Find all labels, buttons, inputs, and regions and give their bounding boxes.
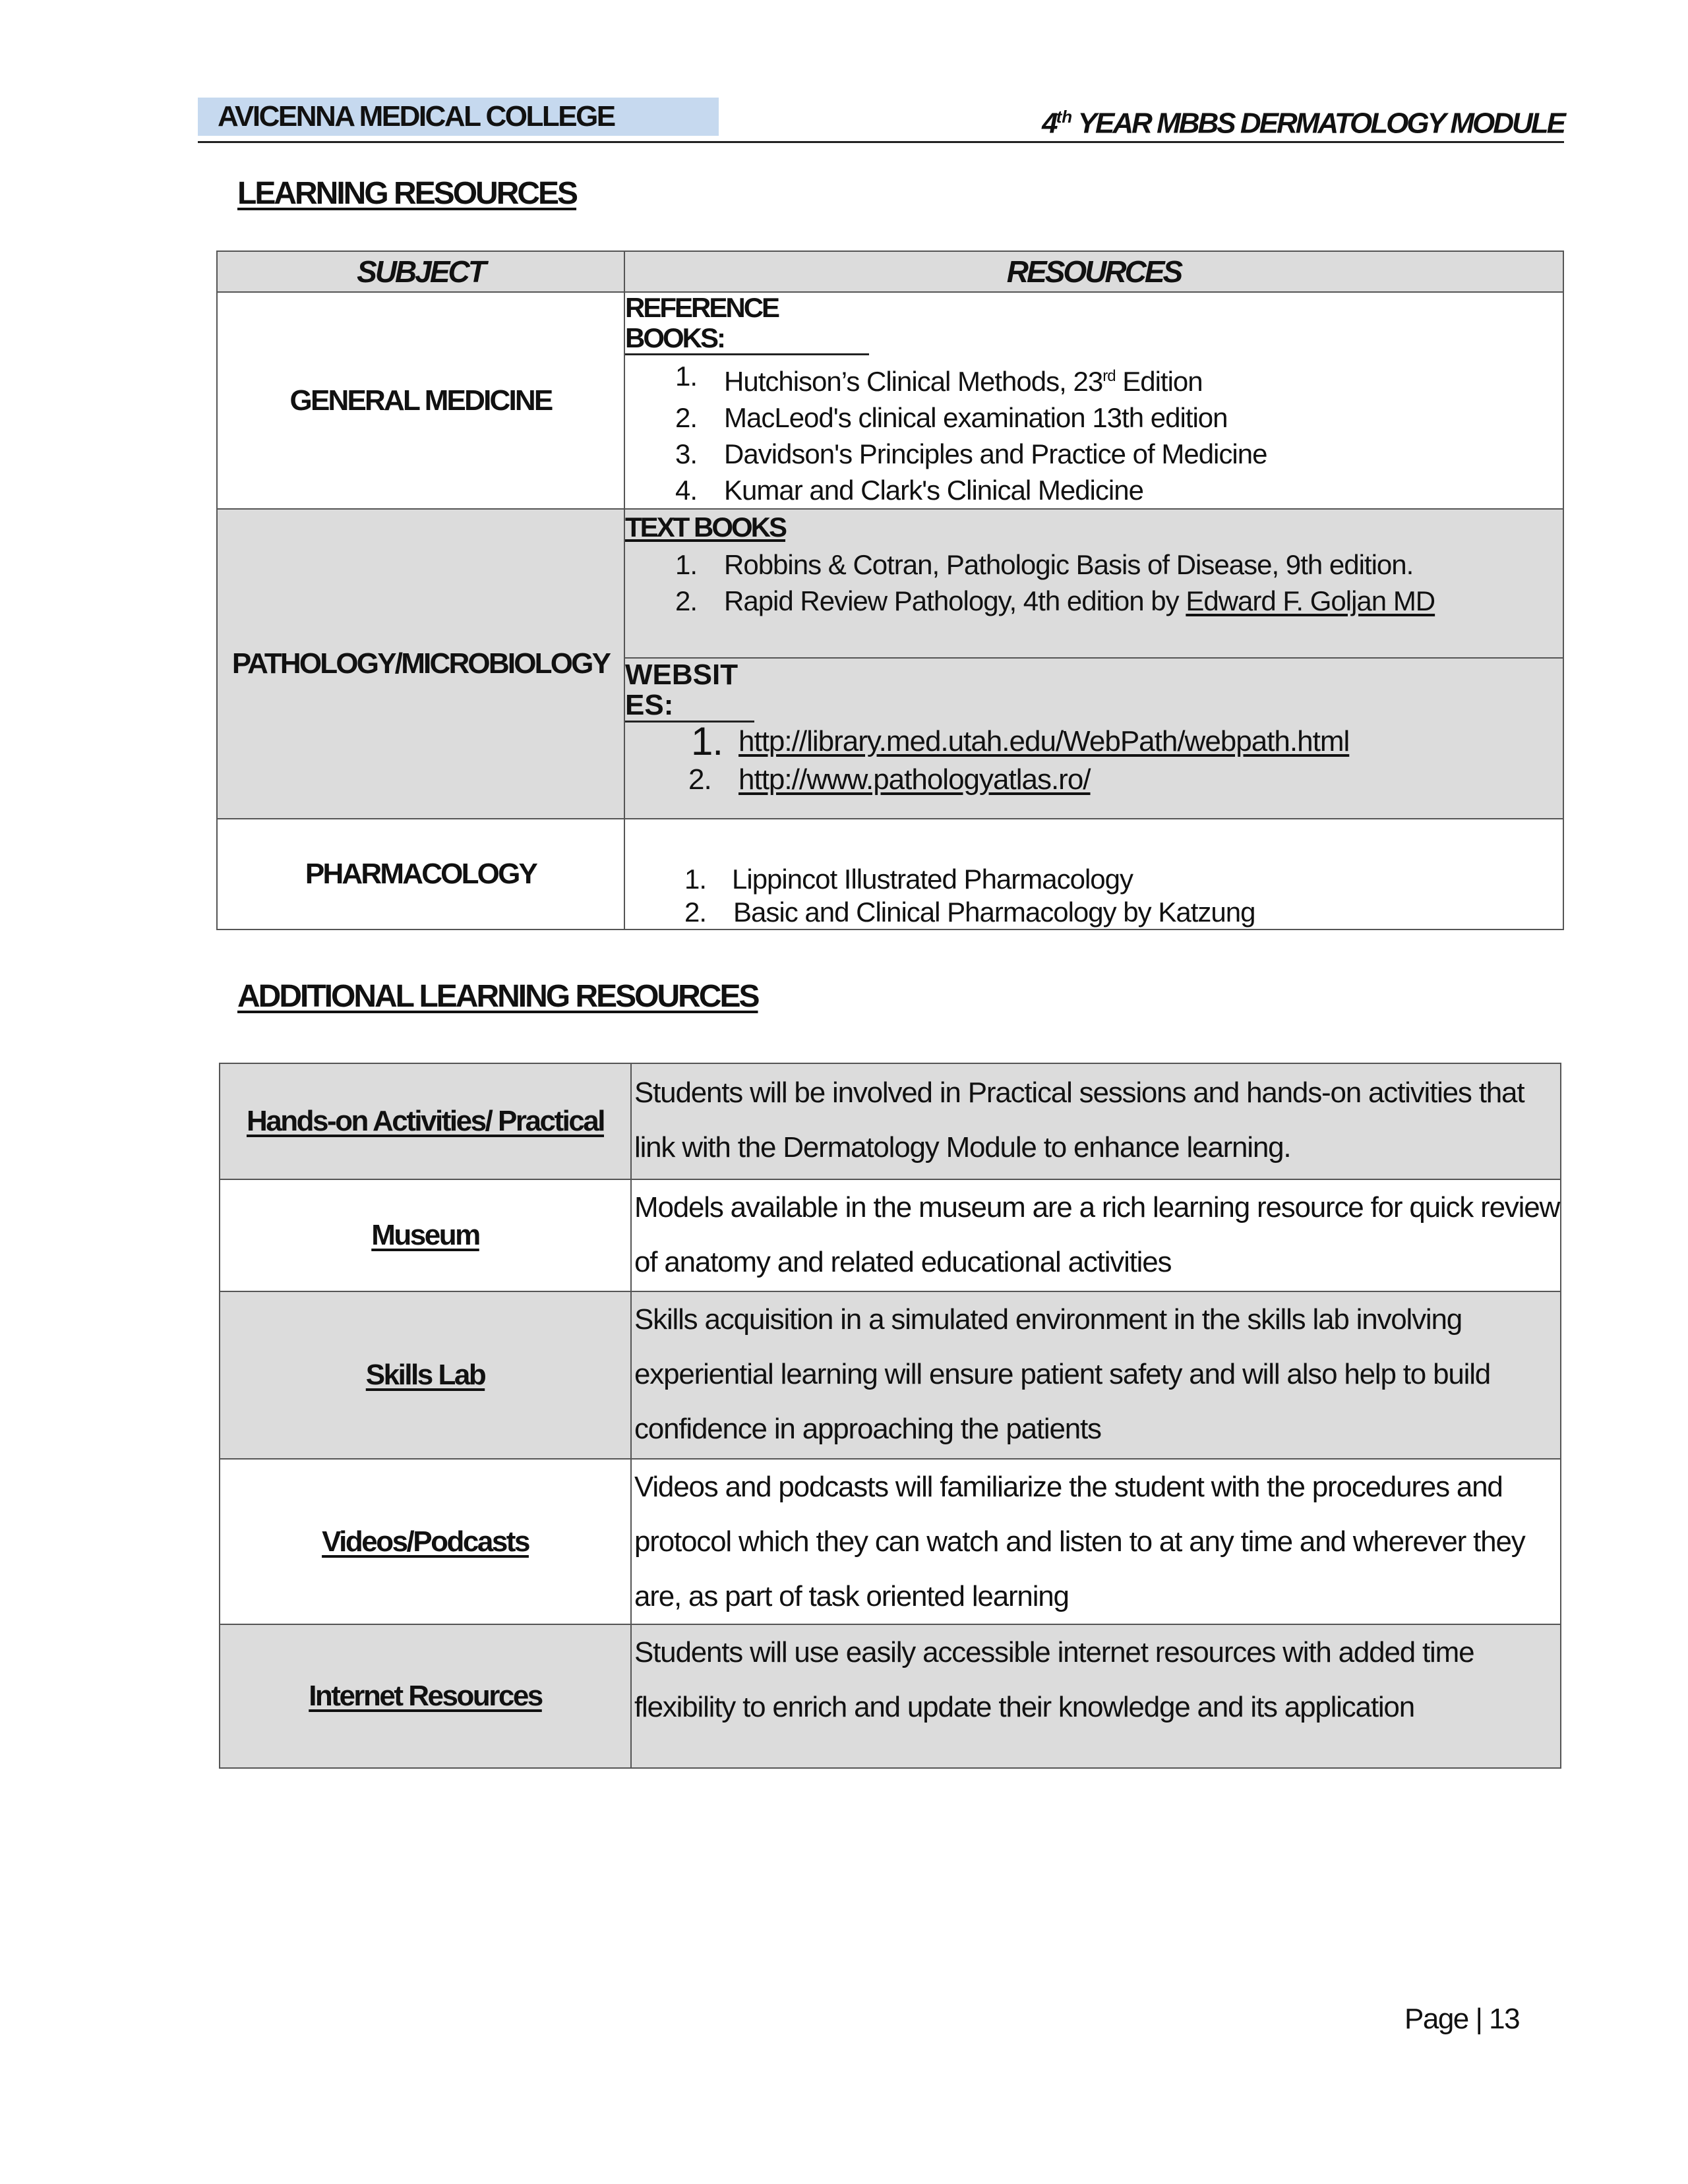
resources-column-header: RESOURCES [624,251,1563,292]
subject-pharmacology: PHARMACOLOGY [217,819,624,930]
learning-resources-title: LEARNING RESOURCES [237,176,577,211]
table-row [220,1063,1561,1179]
list-item: 2. MacLeod's clinical examination 13th edition [675,402,1228,433]
websites-list [625,719,1563,799]
list-item: 2. Basic and Clinical Pharmacology by Katzung [684,897,1255,928]
resources-pathology-textbooks [624,509,1563,658]
activity-name: Internet Resources [220,1624,631,1768]
list-item: 3. Davidson's Principles and Practice of Medicine [675,438,1267,469]
author-link[interactable]: Edward F. Goljan MD [1186,585,1435,616]
resources-pharmacology [624,819,1563,930]
activity-description: Students will use easily accessible internet resources with added time flexibility to enrich and update their knowledge and its application [631,1624,1561,1768]
resources-general-medicine [624,292,1563,509]
activity-name: Museum [220,1179,631,1291]
website-link[interactable]: http://www.pathologyatlas.ro/ [738,763,1091,796]
additional-resources-title: ADDITIONAL LEARNING RESOURCES [237,979,758,1014]
subject-column-header: SUBJECT [217,251,624,292]
text-books-heading: TEXT BOOKS [625,512,786,543]
reference-books-heading: REFERENCE BOOKS: [625,293,869,355]
website-link[interactable]: http://library.med.utah.edu/WebPath/webpath.html [738,725,1350,757]
learning-resources-table [216,251,1564,930]
activity-description: Skills acquisition in a simulated environment in the skills lab involving experiential learning will ensure patient safety and will also help to build confidence in approaching the patients [631,1291,1561,1459]
activity-description: Videos and podcasts will familiarize the student with the procedures and protocol which they can watch and listen to at any time and wherever they are, as part of task oriented learning [631,1459,1561,1624]
header-rule [198,141,1564,143]
reference-books-list [625,358,1563,508]
activity-name: Hands-on Activities/ Practical [220,1063,631,1179]
table-row [217,292,1563,509]
additional-resources-table [219,1063,1561,1769]
list-item: 2. Rapid Review Pathology, 4th edition by Edward F. Goljan MD [675,585,1435,616]
table-row [220,1179,1561,1291]
pharmacology-list [625,863,1563,929]
table-row [220,1459,1561,1624]
page-number: Page | 13 [1404,2003,1520,2035]
list-item: 1. Lippincot Illustrated Pharmacology [684,864,1133,895]
college-name: AVICENNA MEDICAL COLLEGE [198,98,719,136]
list-item: 2. http://www.pathologyatlas.ro/ [688,763,1091,796]
list-item: 4. Kumar and Clark's Clinical Medicine [675,475,1143,506]
module-title: 4th YEAR MBBS DERMATOLOGY MODULE [1042,107,1564,140]
websites-heading: WEBSIT ES: [625,660,754,723]
text-books-list [625,546,1563,619]
table-row [220,1624,1561,1768]
resources-pathology-websites [624,658,1563,819]
activity-description: Models available in the museum are a rich learning resource for quick review of anatomy and related educational activities [631,1179,1561,1291]
table-row [217,819,1563,930]
table-row [220,1291,1561,1459]
list-item: 1. Robbins & Cotran, Pathologic Basis of Disease, 9th edition. [675,549,1414,580]
activity-description: Students will be involved in Practical sessions and hands-on activities that link with the Dermatology Module to enhance learning. [631,1063,1561,1179]
list-item: 1. http://library.med.utah.edu/WebPath/webpath.html [691,719,1350,763]
table-row [217,509,1563,658]
table-header-row [217,251,1563,292]
subject-pathology-microbiology: PATHOLOGY/MICROBIOLOGY [217,509,624,819]
subject-general-medicine: GENERAL MEDICINE [217,292,624,509]
list-item: 1. Hutchison’s Clinical Methods, 23rd Edition [675,361,1203,397]
activity-name: Skills Lab [220,1291,631,1459]
activity-name: Videos/Podcasts [220,1459,631,1624]
